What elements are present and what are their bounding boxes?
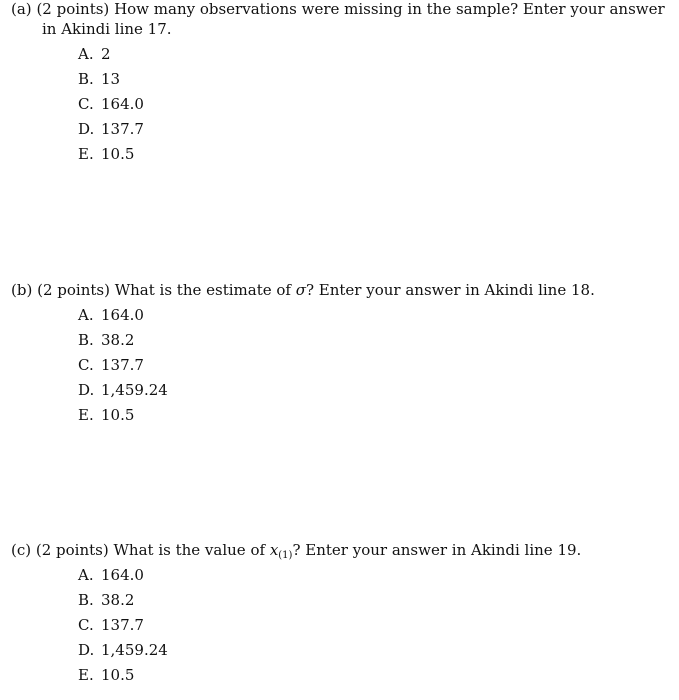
- choice-value: 38.2: [101, 331, 135, 349]
- choice-c-E[interactable]: [78, 665, 134, 685]
- choice-value: 164.0: [101, 566, 144, 584]
- choice-a-B[interactable]: [78, 69, 120, 89]
- choice-value: 1,459.24: [101, 381, 168, 399]
- question-c: [11, 540, 671, 566]
- question-a: [11, 0, 671, 39]
- question-a-label: (a): [11, 0, 32, 18]
- choice-letter: D.: [78, 381, 95, 399]
- choice-letter: E.: [78, 145, 94, 163]
- choice-value: 38.2: [101, 591, 135, 609]
- choice-c-C[interactable]: [78, 615, 144, 635]
- choice-letter: E.: [78, 406, 94, 424]
- choice-value: 137.7: [101, 120, 144, 138]
- choice-value: 13: [101, 70, 121, 88]
- question-b-label: (b): [11, 281, 33, 299]
- choice-b-C[interactable]: [78, 355, 144, 375]
- question-b-text-after: ? Enter your answer in Akindi line 18.: [305, 281, 595, 299]
- choice-letter: B.: [78, 70, 94, 88]
- question-c-prompt: [11, 540, 671, 566]
- x-symbol: x: [269, 541, 279, 559]
- question-b: [11, 280, 671, 300]
- choice-b-A[interactable]: [78, 305, 144, 325]
- x-subscript: (1): [278, 550, 293, 561]
- choice-value: 10.5: [101, 666, 135, 684]
- question-c-text-after: ? Enter your answer in Akindi line 19.: [292, 541, 582, 559]
- choice-letter: C.: [78, 95, 94, 113]
- choice-b-E[interactable]: [78, 405, 134, 425]
- choice-letter: C.: [78, 616, 94, 634]
- choice-b-D[interactable]: [78, 380, 168, 400]
- choice-letter: B.: [78, 331, 94, 349]
- choice-letter: A.: [78, 45, 94, 63]
- choice-letter: D.: [78, 120, 95, 138]
- question-a-text-line1: How many observations were missing in the sample? Enter your answer: [114, 0, 665, 18]
- choice-letter: E.: [78, 666, 94, 684]
- question-b-prompt: [11, 280, 671, 300]
- question-a-text-line2: in Akindi line 17.: [42, 20, 172, 38]
- choice-value: 10.5: [101, 145, 135, 163]
- choice-value: 2: [101, 45, 111, 63]
- choice-a-A[interactable]: [78, 44, 111, 64]
- question-b-text-before: What is the estimate of: [114, 281, 296, 299]
- choice-a-E[interactable]: [78, 144, 134, 164]
- choice-value: 137.7: [101, 356, 144, 374]
- choice-letter: B.: [78, 591, 94, 609]
- question-c-label: (c): [11, 541, 32, 559]
- choice-letter: D.: [78, 641, 95, 659]
- choice-value: 164.0: [101, 306, 144, 324]
- question-c-points: (2 points): [35, 541, 109, 559]
- question-b-points: (2 points): [37, 281, 110, 299]
- choice-c-B[interactable]: [78, 590, 134, 610]
- choice-value: 164.0: [101, 95, 144, 113]
- choice-value: 10.5: [101, 406, 135, 424]
- choice-letter: A.: [78, 566, 94, 584]
- choice-c-A[interactable]: [78, 565, 144, 585]
- sigma-symbol: σ: [295, 281, 306, 299]
- question-c-text-before: What is the value of: [113, 541, 270, 559]
- choice-letter: A.: [78, 306, 94, 324]
- question-a-points: (2 points): [36, 0, 110, 18]
- choice-letter: C.: [78, 356, 94, 374]
- choice-b-B[interactable]: [78, 330, 134, 350]
- choice-value: 1,459.24: [101, 641, 168, 659]
- choice-a-D[interactable]: [78, 119, 144, 139]
- choice-a-C[interactable]: [78, 94, 144, 114]
- choice-value: 137.7: [101, 616, 144, 634]
- choice-c-D[interactable]: [78, 640, 168, 660]
- question-a-prompt: [11, 0, 671, 19]
